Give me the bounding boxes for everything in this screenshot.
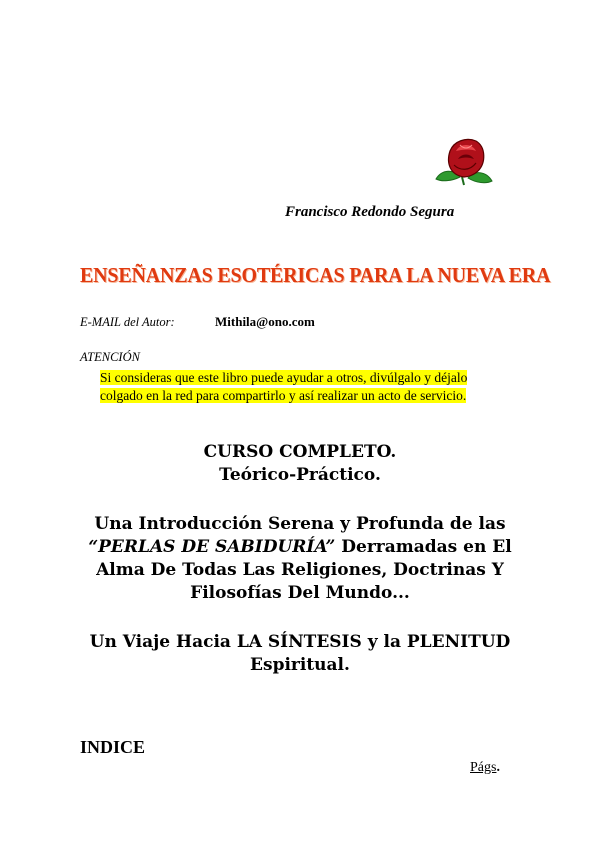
email-label: E-MAIL del Autor: [80, 315, 175, 329]
document-title: ENSEÑANZAS ESOTÉRICAS PARA LA NUEVA ERA [80, 263, 551, 287]
journey-line-2: Espiritual. [250, 655, 350, 675]
notice-heading: ATENCIÓN [80, 350, 140, 364]
notice-line-1: Si consideras que este libro puede ayudar a otros, divúlgalo y déjalo [100, 370, 468, 385]
rose-icon [428, 133, 500, 189]
index-heading: INDICE [80, 737, 146, 757]
pages-label: Págs. [470, 760, 500, 775]
course-subtitle: Teórico-Práctico. [219, 465, 381, 485]
intro-line-4: Filosofías Del Mundo... [190, 583, 410, 603]
intro-line-1: Una Introducción Serena y Profunda de las [94, 514, 506, 534]
intro-line-3: Alma De Todas Las Religiones, Doctrinas Y [96, 560, 504, 580]
author-email: Mithila@ono.com [215, 314, 315, 329]
course-title: CURSO COMPLETO. [203, 442, 397, 462]
intro-line-2: “PERLAS DE SABIDURÍA” Derramadas en El [88, 537, 512, 557]
author-name: Francisco Redondo Segura [285, 204, 455, 220]
notice-line-2: colgado en la red para compartirlo y así realizar un acto de servicio. [100, 388, 467, 403]
journey-line-1: Un Viaje Hacia LA SÍNTESIS y la PLENITUD [89, 632, 511, 652]
perlas-phrase: “PERLAS DE SABIDURÍA” [88, 537, 336, 557]
